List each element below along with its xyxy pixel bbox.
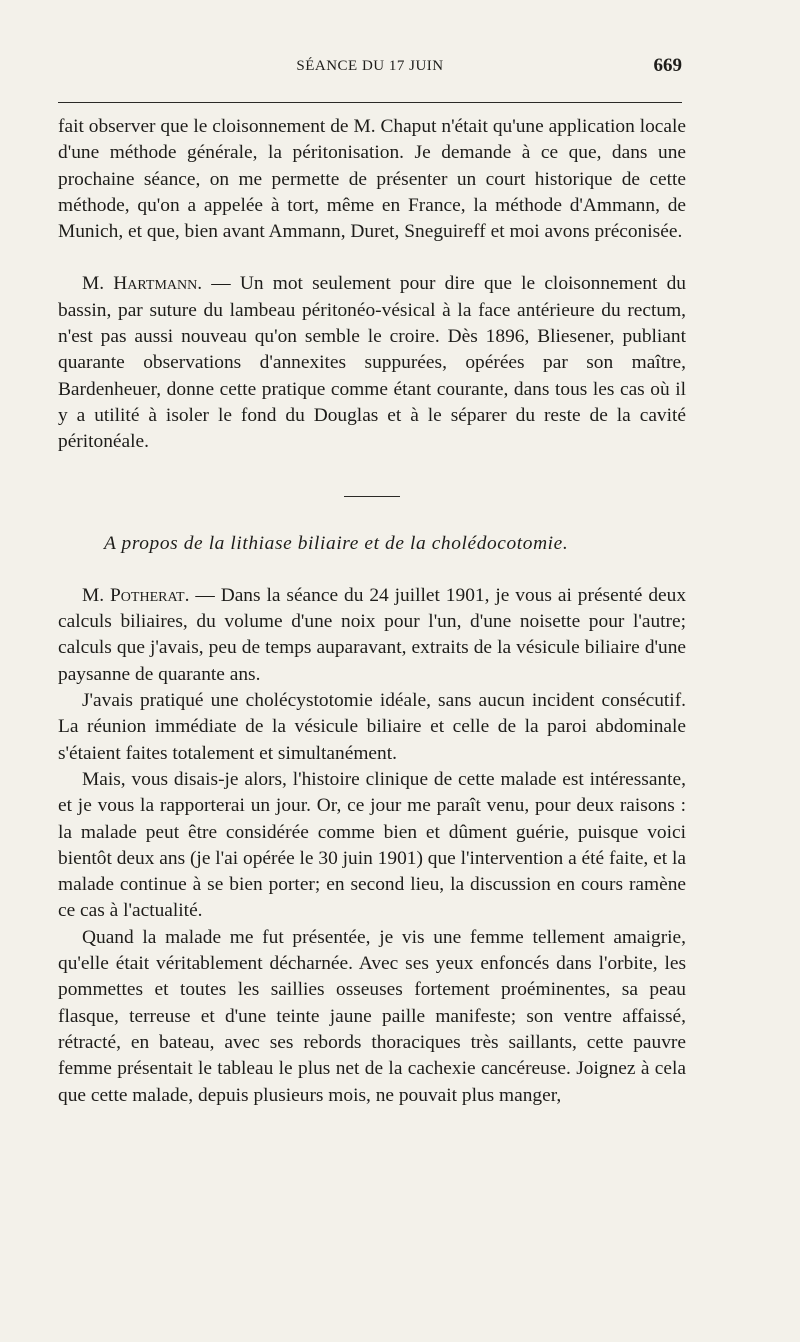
paragraph-operation: J'avais pratiqué une cholécystotomie idéale, sans aucun incident consécutif. La réunion immédiate de la vésicule biliaire et celle de la paroi abdominale s'étaient faites totalement et simultanément. [58,690,686,764]
speaker-name: M. Hartmann. [82,273,203,295]
section-title: A propos de la lithiase biliaire et de la cholédocotomie. [104,532,569,554]
page-number: 669 [653,55,682,76]
body-text [58,114,686,1109]
paragraph-potherat [58,583,686,688]
section-divider [344,496,400,497]
paragraph-text: — Un mot seulement pour dire que le cloisonnement du bassin, par suture du lambeau péritonéo-vésical à la face antérieure du rectum, n'est pas aussi nouveau qu'on semble le croire. Dès 1896, Bliesener, publiant quarante observations d'annexites suppurées, opérées par son maître, Bardenheuer, donne cette pratique comme étant courante, dans tous les cas où il y a utilité à isoler le fond du Douglas et à le séparer du reste de la cavité péritonéale. [58,273,686,453]
paragraph-hartmann [58,271,686,455]
speaker-name: M. Potherat. [82,584,190,606]
running-title: SÉANCE DU 17 JUIN [296,58,444,74]
paragraph-continuation: fait observer que le cloisonnement de M. Chaput n'était qu'une application locale d'une méthode générale, la péritonisation. Je demande à ce que, dans une prochaine séance, on me permette de présenter un court historique de cette méthode, qu'on a appelée à tort, même en France, la méthode d'Ammann, de Munich, et que, bien avant Ammann, Duret, Sneguireff et moi avons préconisée. [58,116,686,243]
paragraph-history: Mais, vous disais-je alors, l'histoire clinique de cette malade est intéressante, et je vous la rapporterai un jour. Or, ce jour me paraît venu, pour deux raisons : la malade peut être considérée comme bien et dûment guérie, puisque voici bientôt deux ans (je l'ai opérée le 30 juin 1901) que l'intervention a été faite, et la malade continue à se bien porter; en second lieu, la discussion en cours ramène ce cas à l'actualité. [58,768,686,922]
paragraph-presentation: Quand la malade me fut présentée, je vis une femme tellement amaigrie, qu'elle était véritablement décharnée. Avec ses yeux enfoncés dans l'orbite, les pommettes et toutes les saillies osseuses fortement proéminentes, sa peau flasque, terreuse et d'une teinte jaune paille manifeste; son ventre affaissé, rétracté, en bateau, avec ses rebords thoraciques très saillants, cette pauvre femme présentait le tableau le plus net de la cachexie cancéreuse. Joignez à cela que cette malade, depuis plusieurs mois, ne pouvait plus manger, [58,926,686,1106]
paragraph-text: — Dans la séance du 24 juillet 1901, je vous ai présenté deux calculs biliaires, du volume d'une noix pour l'un, d'une noisette pour l'autre; calculs que j'avais, peu de temps auparavant, extraits de la vésicule biliaire d'une paysanne de quarante ans. [58,584,687,685]
running-header [58,55,682,88]
header-rule [58,102,682,103]
